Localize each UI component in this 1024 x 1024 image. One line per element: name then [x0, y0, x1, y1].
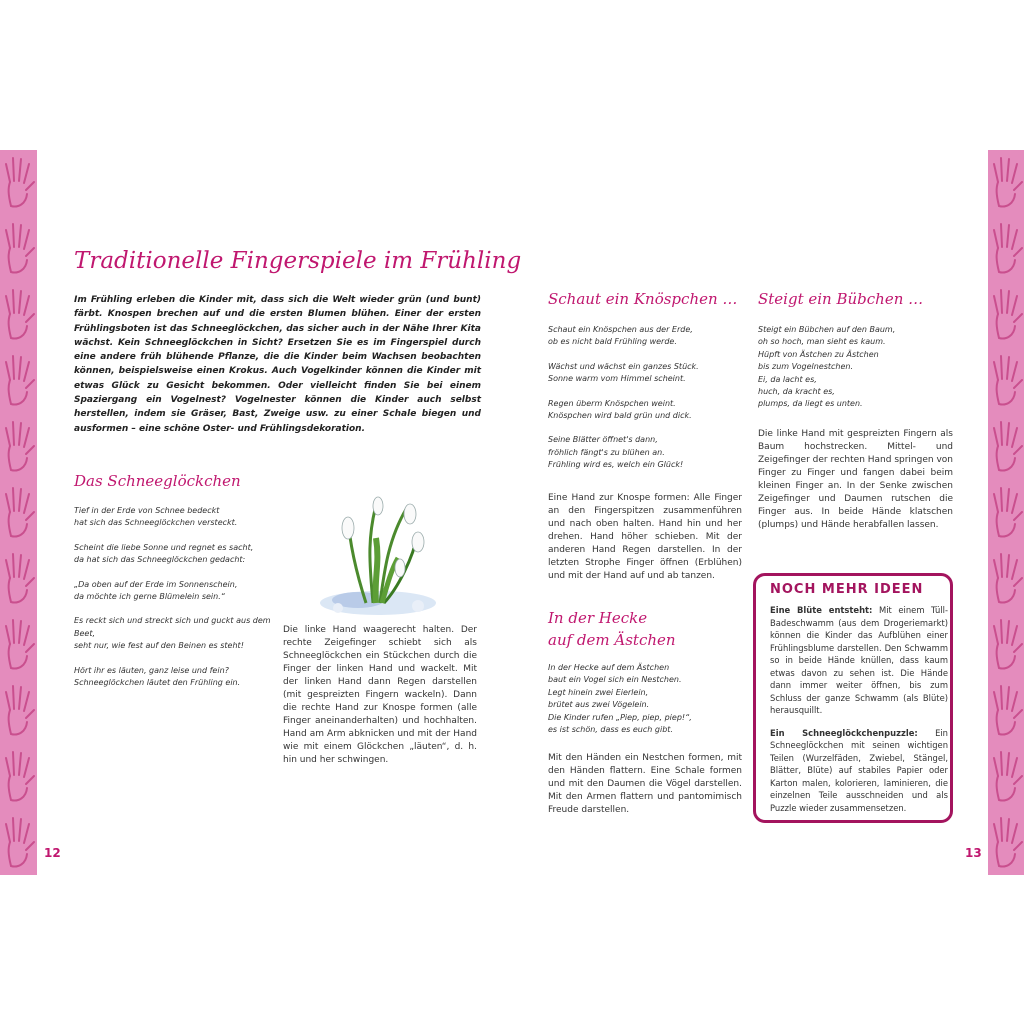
page-number-right: 13 [965, 846, 982, 860]
verse-stanza [74, 665, 274, 690]
more-ideas-title: NOCH MEHR IDEEN [770, 582, 924, 597]
hand-print-icon [990, 550, 1024, 606]
hand-print-icon [990, 418, 1024, 474]
verse-stanza [74, 615, 274, 652]
hand-print-icon [2, 352, 36, 408]
verse-line: baut ein Vogel sich ein Nestchen. [548, 675, 682, 685]
verse-stanza [758, 324, 953, 411]
verse-line: Ei, da lacht es, [758, 374, 817, 384]
verse-line: seht nur, wie fest auf den Beinen es steht! [74, 641, 244, 651]
verse-line: da hat sich das Schneeglöckchen gedacht: [74, 555, 246, 565]
knoespchen-verse [548, 324, 738, 484]
verse-line: Die Kinder rufen „Piep, piep, piep!“, [548, 712, 692, 722]
verse-line: hat sich das Schneeglöckchen versteckt. [74, 518, 238, 528]
idea-puzzle-heading: Ein Schneeglöckchenpuzzle: [770, 727, 918, 738]
snowdrop-illustration [318, 478, 448, 628]
hecke-title [548, 607, 676, 651]
hand-print-icon [2, 154, 36, 210]
verse-line: Wächst und wächst ein ganzes Stück. [548, 361, 699, 371]
verse-line: Sonne warm vom Himmel scheint. [548, 374, 686, 384]
hand-print-icon [2, 220, 36, 276]
intro-paragraph: Im Frühling erleben die Kinder mit, dass sich die Welt wieder grün (und bunt) färbt. Knospen brechen auf und die ersten Blumen blühen. Einer der ersten Frühlingsboten ist das Schneeglöckchen, das sicher auch in der Nähe Ihrer Kita wächst. Kein Schneeglöckchen in Sicht? Ersetzen Sie es im Fingerspiel durch eine andere früh blühende Pflanze, die die Kinder beim Wachsen beobachten können, beispielsweise einen Krokus. Auch Vogelkinder können die Kinder mit etwas Glück zu Gesicht bekommen. Oder vielleicht finden Sie bei einem Spaziergang ein Vogelnest? Vogelnester können die Kinder auch selbst herstellen, indem sie Gräser, Bast, Zweige usw. zu einer Schale biegen und ausformen – eine schöne Oster- und Frühlingsdekoration. [74, 295, 481, 434]
left-decorative-band [0, 150, 37, 875]
verse-line: Knöspchen wird bald grün und dick. [548, 411, 692, 421]
verse-line: Frühling wird es, welch ein Glück! [548, 460, 684, 470]
verse-line: es ist schön, dass es euch gibt. [548, 725, 673, 735]
verse-line: Scheint die liebe Sonne und regnet es sacht, [74, 542, 254, 552]
hand-print-icon [2, 418, 36, 474]
verse-line: ob es nicht bald Frühling werde. [548, 337, 677, 347]
page-number-left: 12 [44, 846, 61, 860]
page-title: Traditionelle Fingerspiele im Frühling [74, 248, 522, 274]
verse-stanza [548, 434, 738, 471]
right-decorative-band [988, 150, 1024, 875]
hecke-title-line1: In der Hecke [548, 609, 648, 627]
verse-line: In der Hecke auf dem Ästchen [548, 663, 670, 672]
hand-print-icon [990, 484, 1024, 540]
hand-print-icon [990, 352, 1024, 408]
schneegloeckchen-verse [74, 505, 274, 701]
verse-line: Regen überm Knöspchen weint. [548, 398, 676, 408]
hand-print-icon [990, 616, 1024, 672]
verse-line: Hört ihr es läuten, ganz leise und fein? [74, 665, 229, 675]
knoespchen-instructions: Eine Hand zur Knospe formen: Alle Finger an den Fingerspitzen zusammenführen und nach oben halten. Hand hin und her drehen. Hand höher schieben. Mit der anderen Hand Regen darstellen. In der letzten Strophe Finger öffnen (Erblühen) und mit der Hand auf und ab tanzen. [548, 493, 742, 581]
verse-stanza [74, 505, 274, 530]
hecke-verse [548, 662, 738, 748]
verse-stanza [74, 579, 274, 604]
hand-print-icon [990, 220, 1024, 276]
hand-print-icon [2, 286, 36, 342]
verse-line: Es reckt sich und streckt sich und guckt aus dem Beet, [74, 616, 271, 638]
hand-print-icon [990, 154, 1024, 210]
verse-line: Tief in der Erde von Schnee bedeckt [74, 506, 220, 515]
buebchen-instructions: Die linke Hand mit gespreizten Fingern als Baum hochstrecken. Mittel- und Zeigefinger der rechten Hand springen von Finger zu Finger und fangen dabei beim kleinen Finger an. In der Senke zwischen Zeigefinger und Daumen rutschen die Finger aus. In beide Hände klatschen (plumps) und Hände herabfallen lassen. [758, 429, 953, 530]
verse-stanza [548, 398, 738, 423]
verse-line: „Da oben auf der Erde im Sonnenschein, [74, 579, 238, 589]
more-ideas-box [753, 573, 953, 823]
hand-print-icon [2, 616, 36, 672]
knoespchen-title: Schaut ein Knöspchen … [548, 290, 738, 308]
hand-print-icon [990, 682, 1024, 738]
schneegloeckchen-instructions: Die linke Hand waagerecht halten. Der rechte Zeigefinger schiebt sich als Schneeglöckchen ein Stückchen durch die Finger der linken Hand und wackelt. Mit der linken Hand dann Regen darstellen (mit gespreizten Fingern wackeln). Dann die rechte Hand zur Knospe formen (alle Finger aneinanderhalten) und hochhalten. Hand am Arm abknicken und mit der Hand wie mit einem Glöckchen „läuten“, d. h. hin und her schwingen. [283, 625, 477, 765]
verse-line: brütet aus zwei Vögelein. [548, 700, 650, 710]
buebchen-verse [758, 324, 953, 423]
hand-print-icon [2, 814, 36, 870]
idea-bluete-text: Mit einem Tüll-Badeschwamm (aus dem Drogeriemarkt) können die Kinder das Aufblühen einer Frühlingsblume darstellen. Den Schwamm so in beide Hände knüllen, dass kaum etwas davon zu sehen ist. Die Hände dann immer weiter öffnen, bis zum Schluss der ganze Schwamm (als Blüte) herausquillt. [770, 605, 948, 715]
hand-print-icon [2, 550, 36, 606]
verse-stanza [548, 361, 738, 386]
idea-puzzle-text: Ein Schneeglöckchen mit seinen wichtigen Teilen (Wurzelfäden, Zwiebel, Stängel, Blätter, Blüte) auf stabiles Papier oder Karton malen, kolorieren, laminieren, die einzelnen Teile ausschneiden und als Puzzle wieder zusammensetzen. [770, 727, 948, 813]
verse-line: oh so hoch, man sieht es kaum. [758, 337, 886, 347]
verse-stanza [548, 324, 738, 349]
hecke-title-line2: auf dem Ästchen [548, 631, 676, 649]
verse-stanza [74, 542, 274, 567]
verse-line: Legt hinein zwei Eierlein, [548, 687, 649, 697]
verse-line: Schaut ein Knöspchen aus der Erde, [548, 325, 693, 334]
verse-line: Seine Blätter öffnet's dann, [548, 435, 658, 445]
hand-print-icon [2, 748, 36, 804]
hecke-instructions: Mit den Händen ein Nestchen formen, mit den Händen flattern. Eine Schale formen und mit den Daumen die Vögel darstellen. Mit den Armen flattern und pantomimisch Freude darstellen. [548, 753, 742, 815]
verse-line: Schneeglöckchen läutet den Frühling ein. [74, 678, 241, 688]
idea-bluete [770, 604, 948, 717]
verse-stanza [548, 662, 738, 736]
more-ideas-text [770, 604, 948, 824]
schneegloeckchen-title: Das Schneeglöckchen [74, 472, 241, 490]
hand-print-icon [2, 682, 36, 738]
verse-line: Steigt ein Bübchen auf den Baum, [758, 325, 896, 334]
hand-print-icon [990, 814, 1024, 870]
verse-line: bis zum Vogelnestchen. [758, 362, 854, 372]
verse-line: plumps, da liegt es unten. [758, 399, 863, 409]
idea-bluete-heading: Eine Blüte entsteht: [770, 605, 873, 615]
verse-line: fröhlich fängt's zu blühen an. [548, 447, 665, 457]
verse-line: Hüpft von Ästchen zu Ästchen [758, 349, 879, 359]
hand-print-icon [990, 748, 1024, 804]
idea-puzzle [770, 727, 948, 815]
verse-line: huch, da kracht es, [758, 387, 835, 397]
buebchen-title: Steigt ein Bübchen … [758, 290, 924, 308]
verse-line: da möchte ich gerne Blümelein sein.“ [74, 592, 225, 602]
hand-print-icon [2, 484, 36, 540]
hand-print-icon [990, 286, 1024, 342]
